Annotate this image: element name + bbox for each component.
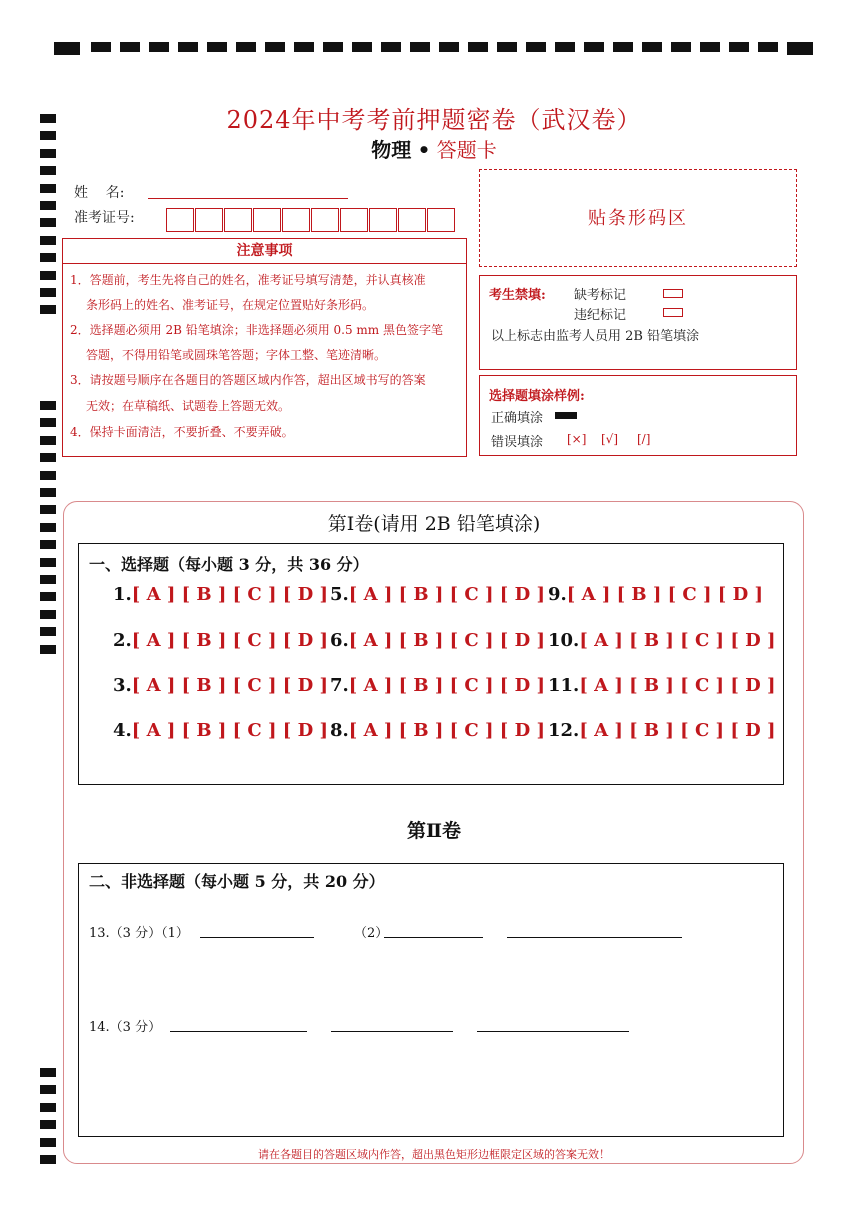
page-subtitle [0,134,868,163]
choice-question[interactable] [113,584,328,605]
id-digit-box[interactable] [311,208,339,232]
name-label: 姓 名: [74,185,125,201]
id-digit-box[interactable] [224,208,252,232]
answer-options[interactable]: [ A ] [ B ] [ C ] [ D ] [348,584,545,605]
wrong-sample: [/] [637,432,651,446]
id-digit-box[interactable] [427,208,455,232]
timing-mark [40,218,56,227]
forbidden-note: 以上标志由监考人员用 2B 铅笔填涂 [491,329,700,344]
choice-section-title: 一、选择题（每小题 3 分，共 36 分） [89,555,369,574]
wrong-label: 错误填涂 [491,435,544,450]
id-digit-box[interactable] [282,208,310,232]
timing-mark [40,1068,56,1077]
question-number: 7. [330,675,349,696]
choice-question[interactable] [330,675,545,696]
answer-options[interactable]: [ A ] [ B ] [ C ] [ D ] [348,720,545,741]
q13-blank-2[interactable] [384,937,483,938]
question-number: 2. [113,630,132,651]
timing-mark [40,1085,56,1094]
q13-part2-label: （2） [354,926,389,941]
id-digit-box[interactable] [340,208,368,232]
timing-mark [40,1120,56,1129]
answer-options[interactable]: [ A ] [ B ] [ C ] [ D ] [131,720,328,741]
timing-mark [40,627,56,636]
question-number: 3. [113,675,132,696]
wrong-sample: [√] [601,432,619,446]
timing-mark [40,271,56,280]
card-label: 答题卡 [436,138,497,162]
answer-options[interactable]: [ A ] [ B ] [ C ] [ D ] [579,720,776,741]
timing-mark [40,253,56,262]
q13-blank-1[interactable] [200,937,314,938]
question-number: 8. [330,720,349,741]
notice-item: 条形码上的姓名、准考证号，在规定位置贴好条形码。 [86,298,375,312]
q13-label: 13.（3 分）（1） [89,926,189,941]
notice-item: 1．答题前，考生先将自己的姓名，准考证号填写清楚，并认真核准 [70,273,426,287]
q14-label: 14.（3 分） [89,1020,162,1035]
part1-title: 第Ⅰ卷(请用 2B 铅笔填涂) [327,513,541,535]
answer-options[interactable]: [ A ] [ B ] [ C ] [ D ] [131,630,328,651]
timing-mark [40,592,56,601]
page-title: 2024年中考考前押题密卷（武汉卷） [226,106,642,134]
nonchoice-section-box [78,863,784,1137]
question-number: 10. [548,630,580,651]
answer-options[interactable]: [ A ] [ B ] [ C ] [ D ] [348,675,545,696]
question-number: 12. [548,720,580,741]
timing-mark [40,645,56,654]
question-number: 1. [113,584,132,605]
choice-question[interactable] [113,630,328,651]
correct-label: 正确填涂 [491,411,544,426]
timing-mark [40,201,56,210]
notice-item: 4．保持卡面清洁，不要折叠、不要弄破。 [70,425,294,439]
q14-blank-2[interactable] [331,1031,453,1032]
choice-question[interactable] [548,720,776,741]
choice-question[interactable] [548,630,776,651]
choice-question[interactable] [330,584,545,605]
wrong-sample: [×] [567,432,587,446]
id-digit-box[interactable] [398,208,426,232]
absent-mark[interactable] [663,289,683,298]
subtitle-dot: • [417,138,431,162]
notice-item: 2．选择题必须用 2B 铅笔填涂；非选择题必须用 0.5 mm 黑色签字笔 [70,323,444,337]
id-digit-box[interactable] [253,208,281,232]
q13-blank-3[interactable] [507,937,682,938]
q14-blank-1[interactable] [170,1031,307,1032]
absent-label: 缺考标记 [574,288,627,303]
id-label: 准考证号: [74,210,135,226]
timing-mark [40,305,56,314]
question-number: 11. [548,675,580,696]
choice-question[interactable] [113,675,328,696]
timing-mark [40,540,56,549]
answer-options[interactable]: [ A ] [ B ] [ C ] [ D ] [566,584,763,605]
choice-section-box [78,543,784,785]
sample-label: 选择题填涂样例: [489,389,585,404]
question-number: 5. [330,584,349,605]
footer-warning: 请在各题目的答题区域内作答，超出黑色矩形边框限定区域的答案无效！ [258,1148,610,1161]
answer-options[interactable]: [ A ] [ B ] [ C ] [ D ] [579,675,776,696]
name-field[interactable] [148,198,348,199]
correct-fill-sample [555,412,577,419]
forbidden-label: 考生禁填: [489,288,546,303]
notice-item: 无效；在草稿纸、试题卷上答题无效。 [86,399,291,413]
id-digit-box[interactable] [195,208,223,232]
answer-options[interactable]: [ A ] [ B ] [ C ] [ D ] [131,675,328,696]
notice-item: 答题，不得用铅笔或圆珠笔答题；字体工整、笔迹清晰。 [86,348,387,362]
timing-mark [40,558,56,567]
timing-mark [40,471,56,480]
violation-label: 违纪标记 [574,308,627,323]
nonchoice-section-title: 二、非选择题（每小题 5 分，共 20 分） [89,872,385,891]
answer-options[interactable]: [ A ] [ B ] [ C ] [ D ] [579,630,776,651]
timing-mark [40,418,56,427]
timing-mark [40,166,56,175]
choice-question[interactable] [330,630,545,651]
choice-question[interactable] [548,584,763,605]
id-digit-box[interactable] [166,208,194,232]
choice-question[interactable] [113,720,328,741]
question-number: 4. [113,720,132,741]
timing-mark [40,436,56,445]
question-number: 9. [548,584,567,605]
question-number: 6. [330,630,349,651]
timing-mark [40,288,56,297]
timing-mark [40,610,56,619]
choice-question[interactable] [548,675,776,696]
notice-heading: 注意事项 [236,243,293,259]
violation-mark[interactable] [663,308,683,317]
answer-options[interactable]: [ A ] [ B ] [ C ] [ D ] [348,630,545,651]
timing-mark [40,453,56,462]
subject-label: 物理 [371,138,412,162]
choice-question[interactable] [330,720,545,741]
barcode-area [479,169,797,267]
timing-mark [40,401,56,410]
barcode-label: 贴条形码区 [588,208,688,229]
timing-mark [40,236,56,245]
id-digit-box[interactable] [369,208,397,232]
part2-title: 第Ⅱ卷 [406,820,461,842]
timing-mark [40,1103,56,1112]
timing-mark [40,184,56,193]
timing-mark [40,488,56,497]
q14-blank-3[interactable] [477,1031,629,1032]
timing-mark [40,575,56,584]
answer-options[interactable]: [ A ] [ B ] [ C ] [ D ] [131,584,328,605]
notice-item: 3．请按题号顺序在各题目的答题区域内作答，超出区域书写的答案 [70,373,426,387]
